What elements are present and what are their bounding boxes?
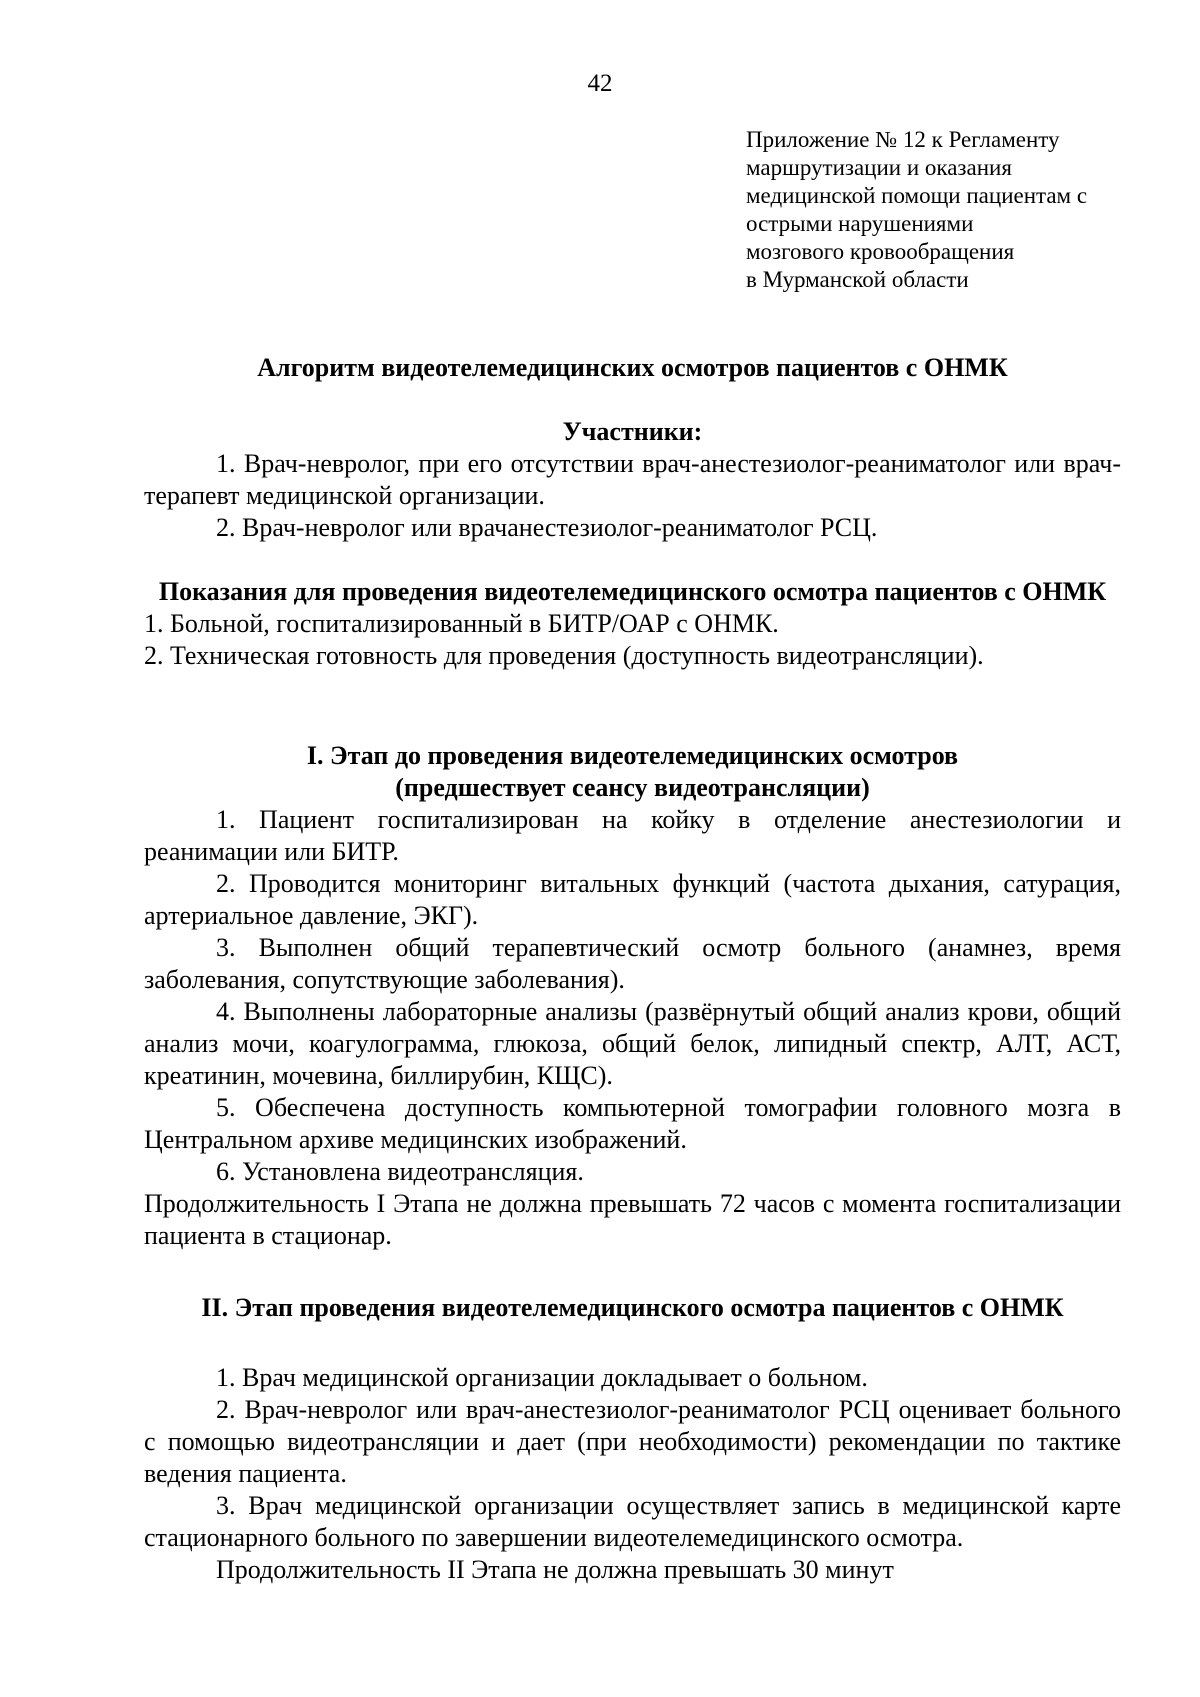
stage1-heading-line2: (предшествует сеансу видеотрансляции) <box>395 773 870 802</box>
stage1-heading-line1: I. Этап до проведения видеотелемедицинских осмотров <box>306 741 959 770</box>
participant-item: 1. Врач-невролог, при его отсутствии врач-анестезиолог-реаниматолог или врач-терапевт медицинской организации. <box>144 449 1121 510</box>
participant-item: 2. Врач-невролог или врачанестезиолог-реаниматолог РСЦ. <box>216 513 878 542</box>
stage1-item: 3. Выполнен общий терапевтический осмотр больного (анамнез, время заболевания, сопутствующие заболевания). <box>144 933 1121 994</box>
stage1-section <box>144 740 1121 1252</box>
indications-heading: Показания для проведения видеотелемедицинского осмотра пациентов с ОНМК <box>158 577 1107 606</box>
stage1-item: 4. Выполнены лабораторные анализы (развёрнутый общий анализ крови, общий анализ мочи, коагулограмма, глюкоза, общий белок, липидный спектр, АЛТ, АСТ, креатинин, мочевина, биллирубин, КЩС). <box>144 997 1121 1090</box>
document-title <box>144 352 1121 384</box>
appendix-line: в Мурманской области <box>746 267 969 292</box>
indication-item: 1. Больной, госпитализированный в БИТР/ОАР с ОНМК. <box>144 609 779 638</box>
stage1-item: 1. Пациент госпитализирован на койку в отделение анестезиологии и реанимации или БИТР. <box>144 805 1121 866</box>
appendix-note <box>746 126 1166 294</box>
appendix-line: Приложение № 12 к Регламенту <box>746 127 1060 152</box>
stage1-item: 5. Обеспечена доступность компьютерной томографии головного мозга в Центральном архиве медицинских изображений. <box>144 1093 1121 1154</box>
stage2-body <box>144 1362 1121 1586</box>
stage1-duration: Продолжительность I Этапа не должна превышать 72 часов с момента госпитализации пациента в стационар. <box>144 1189 1121 1250</box>
stage2-item: 2. Врач-невролог или врач-анестезиолог-реаниматолог РСЦ оценивает больного с помощью видеотрансляции и дает (при необходимости) рекомендации по тактике ведения пациента. <box>144 1395 1121 1488</box>
stage2-duration: Продолжительность II Этапа не должна превышать 30 минут <box>216 1555 894 1584</box>
page-number: 42 <box>587 70 613 97</box>
appendix-line: острыми нарушениями <box>746 211 974 236</box>
stage2-heading: II. Этап проведения видеотелемедицинского осмотра пациентов с ОНМК <box>201 1293 1064 1322</box>
page-title: Алгоритм видеотелемедицинских осмотров пациентов с ОНМК <box>257 353 1008 382</box>
participants-heading: Участники: <box>562 417 703 446</box>
appendix-line: мозгового кровообращения <box>746 239 1015 264</box>
stage2-section <box>144 1292 1121 1324</box>
stage2-item: 3. Врач медицинской организации осуществляет запись в медицинской карте стационарного больного по завершении видеотелемедицинского осмотра. <box>144 1491 1121 1552</box>
stage2-item: 1. Врач медицинской организации докладывает о больном. <box>216 1363 868 1392</box>
indication-item: 2. Техническая готовность для проведения (доступность видеотрансляции). <box>144 641 984 670</box>
participants-section <box>144 416 1121 544</box>
appendix-line: маршрутизации и оказания <box>746 155 1012 180</box>
stage1-item: 6. Установлена видеотрансляция. <box>216 1157 584 1186</box>
appendix-line: медицинской помощи пациентам с <box>746 183 1088 208</box>
stage1-item: 2. Проводится мониторинг витальных функций (частота дыхания, сатурация, артериальное давление, ЭКГ). <box>144 869 1121 930</box>
indications-section <box>144 576 1121 672</box>
